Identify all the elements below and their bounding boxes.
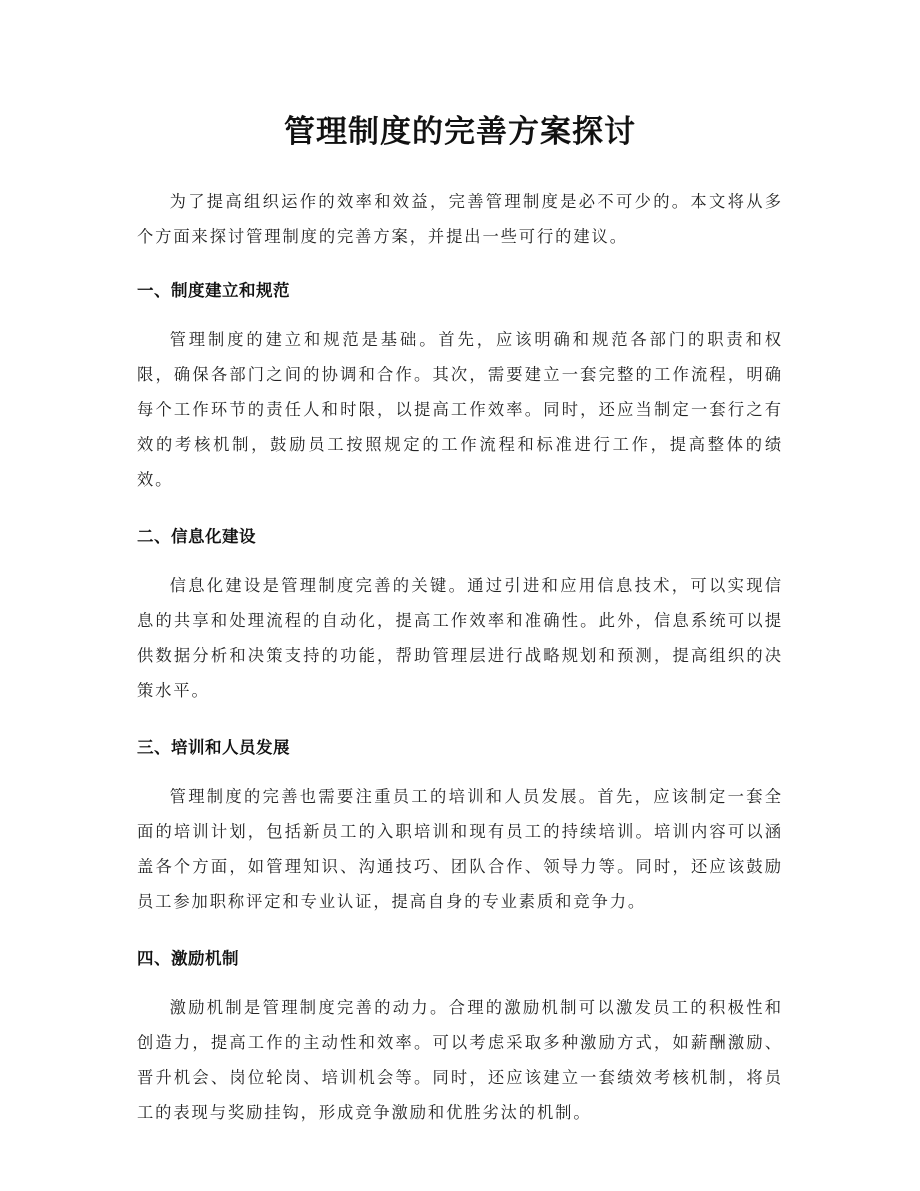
section-heading-2: 二、信息化建设: [137, 527, 256, 546]
section-heading-1: 一、制度建立和规范: [137, 281, 290, 300]
section-body-2: 信息化建设是管理制度完善的关键。通过引进和应用信息技术，可以实现信息的共享和处理流程的自动化，提高工作效率和准确性。此外，信息系统可以提供数据分析和决策支持的功能，帮助管理层进行战略规划和预测，提高组织的决策水平。: [137, 576, 783, 700]
section-heading-3: 三、培训和人员发展: [137, 738, 290, 757]
section-body-3: 管理制度的完善也需要注重员工的培训和人员发展。首先，应该制定一套全面的培训计划，包括新员工的入职培训和现有员工的持续培训。培训内容可以涵盖各个方面，如管理知识、沟通技巧、团队合作、领导力等。同时，还应该鼓励员工参加职称评定和专业认证，提高自身的专业素质和竞争力。: [137, 787, 783, 911]
intro-paragraph: 为了提高组织运作的效率和效益，完善管理制度是必不可少的。本文将从多个方面来探讨管理制度的完善方案，并提出一些可行的建议。: [137, 192, 783, 246]
document-title: 管理制度的完善方案探讨: [284, 114, 636, 150]
section-body-1: 管理制度的建立和规范是基础。首先，应该明确和规范各部门的职责和权限，确保各部门之间的协调和合作。其次，需要建立一套完整的工作流程，明确每个工作环节的责任人和时限，以提高工作效率。同时，还应当制定一套行之有效的考核机制，鼓励员工按照规定的工作流程和标准进行工作，提高整体的绩效。: [137, 330, 783, 489]
section-body-4: 激励机制是管理制度完善的动力。合理的激励机制可以激发员工的积极性和创造力，提高工作的主动性和效率。可以考虑采取多种激励方式，如薪酬激励、晋升机会、岗位轮岗、培训机会等。同时，还应该建立一套绩效考核机制，将员工的表现与奖励挂钩，形成竞争激励和优胜劣汰的机制。: [137, 998, 783, 1122]
section-heading-4: 四、激励机制: [137, 949, 239, 968]
